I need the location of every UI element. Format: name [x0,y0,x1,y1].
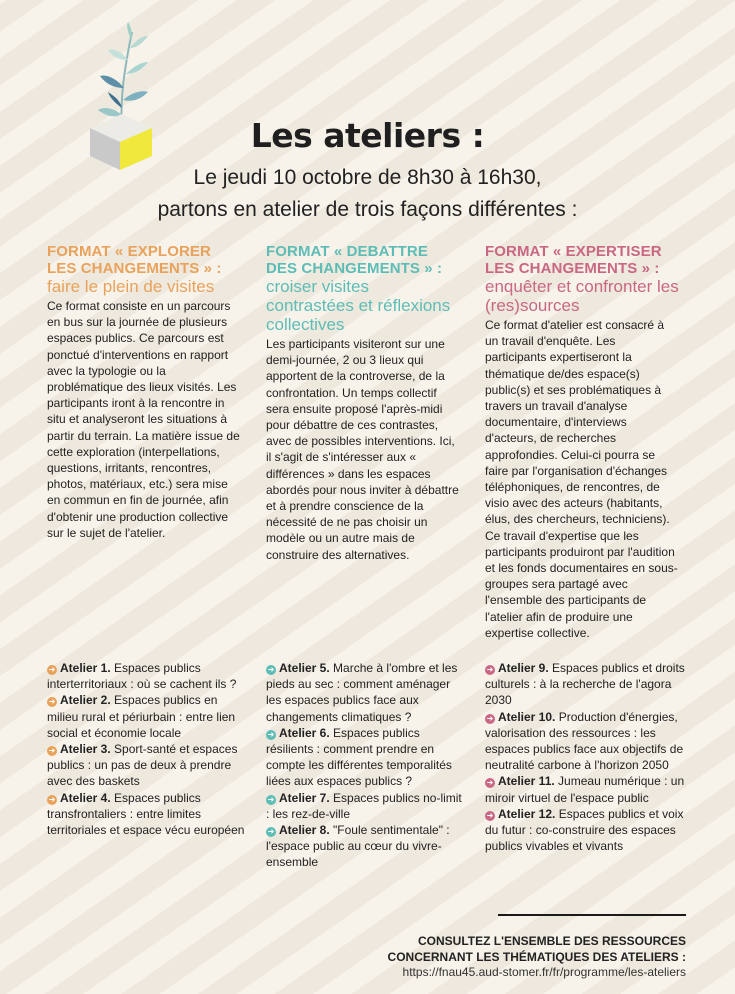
arrow-right-icon: ➜ [486,665,494,674]
list-item: ➜ Atelier 1. Espaces publics interterritoriaux : où se cachent ils ? [47,661,237,692]
arrow-right-icon: ➜ [48,697,56,707]
list-item: ➜ Atelier 7. Espaces publics no-limit : les rez-de-ville [266,790,462,821]
footer-url-link[interactable]: https://fnau45.aud-stomer.fr/fr/programme/les-ateliers [402,965,686,979]
format-title: FORMAT « DEBATTRE DES CHANGEMENTS » : [266,243,443,277]
footer-divider [498,914,686,916]
format-subtitle: faire le plein de visites [47,277,215,296]
arrow-right-icon: ➜ [486,778,494,788]
arrow-right-icon: ➜ [486,713,494,723]
arrow-right-icon: ➜ [48,794,56,804]
page-subtitle-date: Le jeudi 10 octobre de 8h30 à 16h30, [193,166,542,189]
format-subtitle: croiser visites contrastées et réflexions collectives [266,277,451,334]
format-subtitle: enquêter et confronter les (res)sources [485,277,679,315]
format-title: FORMAT « EXPERTISER LES CHANGEMENTS » : [485,243,662,277]
arrow-right-icon: ➜ [267,729,275,739]
arrow-right-icon: ➜ [267,827,275,837]
format-explorer [47,243,242,541]
arrow-right-icon: ➜ [267,665,275,674]
plant-icon [98,22,148,128]
list-item: ➜ Atelier 10. Production d'énergies, valorisation des ressources : les espaces publics face aux objectifs de neutralité carbone à l'horizon 2050 [485,709,684,773]
footer-callout [388,934,686,965]
arrow-right-icon: ➜ [48,665,56,674]
ateliers-list-expertiser [485,660,685,854]
format-description: Les participants visiteront sur une demi-journée, 2 ou 3 lieux qui apportent de la controverse, de la confrontation. Un temps collectif sera ensuite proposé l'après-midi pour débattre de ces contrastes, avec de possibles interventions. Ici, il s'agit de s'intéresser aux « différences » dans les espaces abordés pour nous inviter à débattre et à prendre conscience de la nécessité de ne pas choisir un modèle ou un autre mais de construire des alternatives. [266,337,459,562]
list-item: ➜ Atelier 5. Marche à l'ombre et les pieds au sec : comment aménager les espaces publics face aux changements climatiques ? [266,661,458,724]
format-title: FORMAT « EXPLORER LES CHANGEMENTS » : [47,243,222,277]
footer-line-1: CONSULTEZ L'ENSEMBLE DES RESSOURCES [418,934,686,948]
list-item: ➜ Atelier 3. Sport-santé et espaces publics : un pas de deux à prendre avec des baskets [47,742,238,789]
format-expertiser [485,243,680,641]
page-subtitle-intro: partons en atelier de trois façons différentes : [157,198,578,221]
list-item: ➜ Atelier 2. Espaces publics en milieu rural et périurbain : entre lien social et économie locale [47,693,236,740]
footer-line-2: CONCERNANT LES THÉMATIQUES DES ATELIERS : [387,949,686,964]
list-item: ➜ Atelier 12. Espaces publics et voix du futur : co-construire des espaces publics vivables et vivants [485,806,684,854]
ateliers-list-debattre [266,660,466,871]
ateliers-list-explorer [47,660,247,838]
arrow-right-icon: ➜ [267,794,275,804]
format-debattre [266,243,461,563]
format-description: Ce format consiste en un parcours en bus sur la journée de plusieurs espaces publics. Ce parcours est ponctué d'interventions en rapport avec la typologie ou la problématique des lieux visités. Les participants iront à la rencontre in situ et analyseront les situations à partir du terrain. La matière issue de cette exploration (interpellations, questions, irritants, rencontres, photos, matériaux, etc.) sera mise en commun en fin de journée, afin d'obtenir une production collective sur le sujet de l'atelier. [47,299,240,540]
list-item: ➜ Atelier 6. Espaces publics résilients : comment prendre en compte les différentes temporalités liées aux espaces publics ? [266,725,452,789]
list-item: ➜ Atelier 9. Espaces publics et droits culturels : à la recherche de l'agora 2030 [485,661,685,708]
arrow-right-icon: ➜ [48,746,56,756]
list-item: ➜ Atelier 4. Espaces publics transfrontaliers : entre limites territoriales et espace vécu européen [47,790,245,838]
arrow-right-icon: ➜ [486,810,494,820]
list-item: ➜ Atelier 11. Jumeau numérique : un miroir virtuel de l'espace public [485,774,685,805]
page-title: Les ateliers : [250,116,485,155]
format-description: Ce format d'atelier est consacré à un travail d'enquête. Les participants expertiseront la thématique de/des espace(s) public(s) et ses problématiques à travers un travail d'analyse documentaire, d'interviews d'acteurs, de recherches approfondies. Celui-ci pourra se faire par l'organisation d'échanges téléphoniques, de rencontres, de visio avec des acteurs (habitants, élus, des chercheurs, techniciens). Ce travail d'expertise que les participants produiront par l'audition et les fonds documentaires en sous-groupes sera partagé avec l'ensemble des participants de l'atelier afin de produire une expertise collective. [485,318,678,640]
list-item: ➜ Atelier 8. "Foule sentimentale" : l'espace public au cœur du vivre-ensemble [266,823,450,870]
